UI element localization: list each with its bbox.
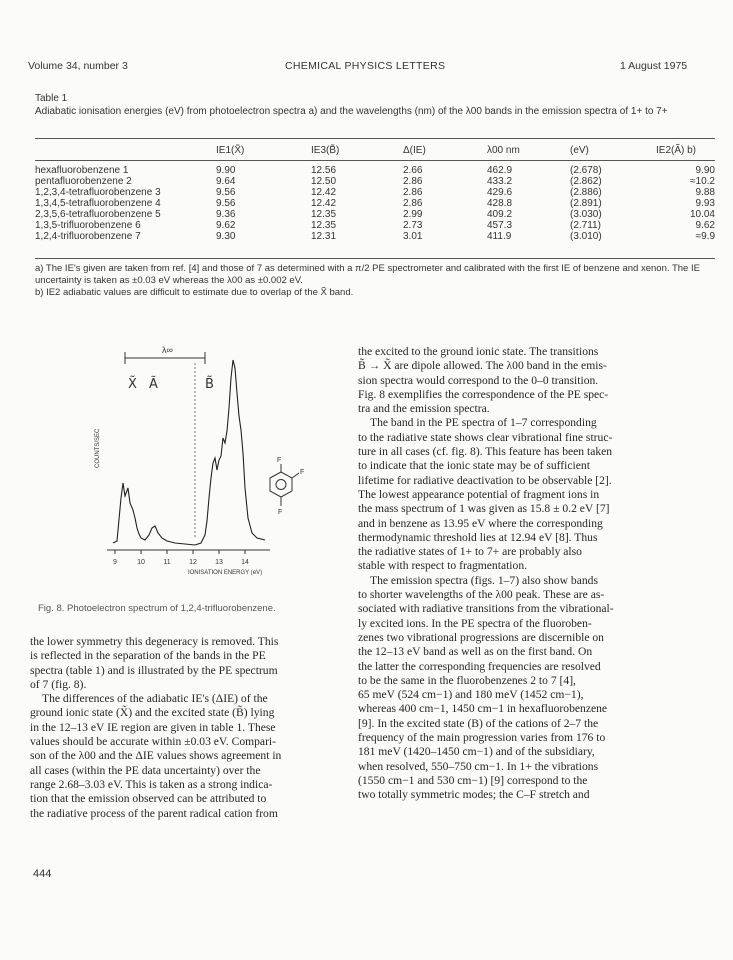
text-line: the radiative process of the parent radical cation from bbox=[30, 806, 278, 820]
x-tick-label: 11 bbox=[163, 559, 171, 566]
text-line: thermodynamic threshold lies at 12.94 eV [8]. Thus bbox=[358, 530, 598, 544]
text-line: The lowest appearance potential of fragment ions in bbox=[358, 487, 600, 501]
band-b-label: B̃ bbox=[205, 377, 214, 392]
fluorine-label: F bbox=[278, 509, 283, 516]
table-cell: 12.42 bbox=[311, 198, 337, 209]
text-line: sociated with radiative transitions from the vibrational- bbox=[358, 602, 614, 616]
table-cell: 12.35 bbox=[311, 220, 337, 231]
table-cell: (2.711) bbox=[570, 220, 601, 231]
band-x-label: X̃ bbox=[128, 377, 137, 392]
text-line: (1550 cm−1 and 530 cm−1) [9] correspond to the bbox=[358, 773, 588, 787]
header-cell: IE1(X̃) bbox=[216, 144, 245, 156]
text-line: zenes two vibrational progressions are discernible on bbox=[358, 630, 604, 644]
table-cell: (3.010) bbox=[570, 231, 602, 242]
table-cell: 9.90 bbox=[695, 165, 715, 176]
table-label: Table 1 bbox=[35, 93, 68, 104]
text-line: The differences of the adiabatic IE's (ΔIE) of the bbox=[42, 692, 268, 706]
table-cell: 9.90 bbox=[216, 165, 236, 176]
text-line: values should be accurate within ±0.03 eV. Compari- bbox=[30, 735, 277, 749]
table-cell: 457.3 bbox=[487, 220, 513, 231]
table-cell: 1,3,4,5-tetrafluorobenzene 4 bbox=[35, 198, 161, 209]
x-ticks bbox=[115, 550, 245, 554]
table-cell: 2.86 bbox=[403, 198, 423, 209]
table-header-row bbox=[35, 140, 715, 161]
table-cell: 9.64 bbox=[216, 176, 236, 187]
table-caption: Adiabatic ionisation energies (eV) from photoelectron spectra a) and the wavelengths (nm) of the λ00 bands in the emission spectra of 1+ to 7+ bbox=[35, 106, 668, 117]
text-line: of 7 (fig. 8). bbox=[30, 677, 87, 691]
text-line: tion that the emission observed can be attributed to bbox=[30, 792, 267, 806]
text-line: all cases (within the PE data uncertainty) over the bbox=[30, 763, 261, 777]
table-cell: 462.9 bbox=[487, 165, 513, 176]
text-line: the excited to the ground ionic state. The transitions bbox=[358, 345, 599, 358]
text-line: to shorter wavelengths of the λ00 peak. These are as- bbox=[358, 588, 605, 602]
table-cell: 12.42 bbox=[311, 187, 337, 198]
text-line: to indicate that the ionic state may be of sufficient bbox=[358, 459, 590, 473]
table-row bbox=[35, 209, 715, 220]
table-footnote-a: a) The IE's given are taken from ref. [4] and those of 7 as determined with a π/2 PE spectrometer and calibrated with the first IE of benzene and xenon. The IE uncertainty is taken as ±0.03 eV whereas the λ00 as ±0.002 eV. bbox=[35, 263, 700, 286]
table-cell: 10.04 bbox=[689, 209, 715, 220]
table-row bbox=[35, 220, 715, 231]
fluorine-label: F bbox=[300, 469, 305, 476]
table-cell: ≈9.9 bbox=[695, 231, 715, 242]
table-cell: 409.2 bbox=[487, 209, 513, 220]
journal-title: CHEMICAL PHYSICS LETTERS bbox=[285, 60, 446, 72]
text-line: 181 meV (1420–1450 cm−1) and of the subsidiary, bbox=[358, 745, 595, 759]
band-a-label: Ã bbox=[149, 377, 158, 392]
header-cell: IE2(Ã) b) bbox=[656, 144, 697, 156]
text-line: is reflected in the separation of the bands in the PE bbox=[30, 649, 266, 663]
text-line: frequency of the main progression varies from 176 to bbox=[358, 731, 606, 745]
table-cell: 2.99 bbox=[403, 209, 423, 220]
text-line: to the radiative state shows clear vibrational fine struc- bbox=[358, 430, 613, 444]
table-cell: pentafluorobenzene 2 bbox=[35, 176, 132, 187]
table-cell: 429.6 bbox=[487, 187, 513, 198]
header-cell: λ00 nm bbox=[487, 144, 520, 156]
table-cell: 9.62 bbox=[216, 220, 236, 231]
text-line: the radiative states of 1+ to 7+ are probably also bbox=[358, 545, 582, 559]
table-cell: 12.31 bbox=[311, 231, 337, 242]
volume-label: Volume 34, number 3 bbox=[28, 60, 128, 72]
table-cell: 9.56 bbox=[216, 187, 236, 198]
table-cell: 2.66 bbox=[403, 165, 423, 176]
text-line: 65 meV (524 cm−1) and 180 meV (1452 cm−1), bbox=[358, 688, 584, 702]
text-line: the mass spectrum of 1 was given as 15.8 ± 0.2 eV [7] bbox=[358, 502, 610, 516]
lambda-label: λ∞ bbox=[162, 345, 173, 355]
x-axis-label: IONISATION ENERGY (eV) bbox=[187, 570, 263, 576]
table-row bbox=[35, 198, 715, 209]
table-row bbox=[35, 165, 715, 176]
text-line: ture in all cases (cf. fig. 8). This feature has been taken bbox=[358, 445, 613, 459]
header-cell: Δ(IE) bbox=[403, 144, 426, 156]
table-cell: 2.73 bbox=[403, 220, 423, 231]
text-line: ly excited ions. In the PE spectra of the fluoroben- bbox=[358, 616, 592, 630]
table-cell: hexafluorobenzene 1 bbox=[35, 165, 129, 176]
text-line: and in benzene as 13.95 eV where the corresponding bbox=[358, 516, 603, 530]
y-axis-label: COUNTS/SEC bbox=[95, 428, 101, 468]
text-line: ground ionic state (X̃) and the excited state (B̃) lying bbox=[30, 706, 275, 720]
fluorine-label: F bbox=[277, 457, 282, 464]
text-line: spectra (table 1) and is illustrated by the PE spectrum bbox=[30, 663, 278, 677]
table-cell: 428.8 bbox=[487, 198, 513, 209]
table-cell: 433.2 bbox=[487, 176, 513, 187]
text-line: stable with respect to fragmentation. bbox=[358, 559, 528, 573]
text-line: the latter the corresponding frequencies are resolved bbox=[358, 659, 601, 673]
text-line: the 12–13 eV band as well as on the first band. On bbox=[358, 645, 593, 659]
text-line: B̃ → X̃ are dipole allowed. The λ00 band in the emis- bbox=[358, 359, 607, 373]
page-number: 444 bbox=[33, 868, 52, 880]
table-cell: 1,2,4-trifluorobenzene 7 bbox=[35, 231, 141, 242]
table-row bbox=[35, 176, 715, 187]
header-cell: (eV) bbox=[570, 144, 589, 156]
table-cell: 9.56 bbox=[216, 198, 236, 209]
table-cell: (2.886) bbox=[570, 187, 602, 198]
x-tick-label: 12 bbox=[189, 559, 197, 566]
x-tick-label: 14 bbox=[241, 559, 249, 566]
x-tick-label: 13 bbox=[215, 559, 223, 566]
table-cell: 12.50 bbox=[311, 176, 337, 187]
figure-caption: Fig. 8. Photoelectron spectrum of 1,2,4-trifluorobenzene. bbox=[38, 603, 276, 614]
table-cell: 3.01 bbox=[403, 231, 423, 242]
text-line: the lower symmetry this degeneracy is removed. This bbox=[30, 635, 279, 648]
right-column-text bbox=[358, 345, 710, 803]
table-cell: (2.862) bbox=[570, 176, 602, 187]
table-row bbox=[35, 187, 715, 198]
text-line: range 2.68–3.03 eV. This is taken as a strong indica- bbox=[30, 777, 273, 791]
text-line: sion spectra would correspond to the 0–0 transition. bbox=[358, 373, 599, 387]
table-cell: 12.35 bbox=[311, 209, 337, 220]
header-cell: IE3(B̃) bbox=[311, 144, 340, 156]
table-footnote-b: b) IE2 adiabatic values are difficult to estimate due to overlap of the X̃ band. bbox=[35, 287, 354, 298]
issue-date: 1 August 1975 bbox=[620, 60, 688, 72]
table-cell: 2.86 bbox=[403, 187, 423, 198]
table-top-rule bbox=[35, 138, 715, 139]
pe-spectrum-figure bbox=[85, 338, 335, 593]
text-line: to be the same in the fluorobenzenes 2 to 7 [4], bbox=[358, 673, 576, 687]
text-line: two totally symmetric modes; the C–F stretch and bbox=[358, 788, 590, 802]
left-column-text bbox=[30, 635, 342, 821]
trifluorobenzene-structure bbox=[270, 464, 299, 506]
x-tick-label: 10 bbox=[137, 559, 145, 566]
table-cell: (2.891) bbox=[570, 198, 602, 209]
table-row bbox=[35, 231, 715, 242]
text-line: tra and the emission spectra. bbox=[358, 402, 490, 416]
table-cell: 9.36 bbox=[216, 209, 236, 220]
table-cell: 1,3,5-trifluorobenzene 6 bbox=[35, 220, 141, 231]
text-line: The band in the PE spectra of 1–7 corresponding bbox=[370, 416, 597, 430]
table-cell: 12.56 bbox=[311, 165, 337, 176]
ionisation-table bbox=[35, 140, 715, 242]
text-line: [9]. In the excited state (B) of the cations of 2–7 the bbox=[358, 716, 599, 730]
text-line: lifetime for radiative deactivation to be observable [2]. bbox=[358, 473, 612, 487]
table-cell: 9.62 bbox=[695, 220, 715, 231]
table-cell: 9.93 bbox=[695, 198, 715, 209]
table-cell: 2,3,5,6-tetrafluorobenzene 5 bbox=[35, 209, 161, 220]
text-line: when resolved, 550–750 cm−1. In 1+ the vibrations bbox=[358, 759, 599, 773]
header-cell bbox=[35, 140, 216, 161]
table-bottom-rule bbox=[35, 258, 715, 259]
x-tick-label: 9 bbox=[113, 559, 117, 566]
text-line: The emission spectra (figs. 1–7) also show bands bbox=[370, 573, 598, 587]
table-cell: 9.30 bbox=[216, 231, 236, 242]
table-cell: ≈10.2 bbox=[690, 176, 715, 187]
table-cell: (3.030) bbox=[570, 209, 602, 220]
text-line: in the 12–13 eV IE region are given in table 1. These bbox=[30, 720, 276, 734]
table-cell: 411.9 bbox=[487, 231, 512, 242]
table-cell: 2.86 bbox=[403, 176, 423, 187]
table-cell: 9.88 bbox=[695, 187, 715, 198]
table-cell: 1,2,3,4-tetrafluorobenzene 3 bbox=[35, 187, 161, 198]
text-line: Fig. 8 exemplifies the correspondence of the PE spec- bbox=[358, 387, 609, 401]
table-cell: (2.678) bbox=[570, 165, 602, 176]
text-line: son of the λ00 and the ΔIE values shows agreement in bbox=[30, 749, 282, 763]
text-line: whereas 400 cm−1, 1450 cm−1 in hexafluorobenzene bbox=[358, 702, 608, 716]
